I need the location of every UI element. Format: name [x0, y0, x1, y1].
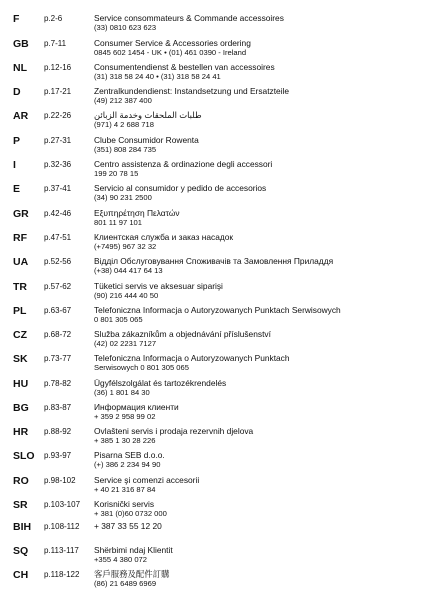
service-info: [94, 13, 424, 33]
service-info: [94, 62, 424, 82]
page-range: p.47-51: [44, 233, 72, 242]
country-code: E: [13, 183, 21, 195]
service-info: [94, 499, 424, 519]
service-description: طلبات الملحقات وخدمة الزبائن: [94, 110, 202, 120]
service-info: [94, 183, 424, 203]
service-description: Клиентская служба и заказ насадок: [94, 232, 234, 242]
page-range: p.32-36: [44, 160, 72, 169]
phone-number: (86) 21 6489 6969: [94, 579, 157, 588]
service-description: Tüketici servis ve aksesuar siparişi: [94, 281, 223, 291]
page-range: p.27-31: [44, 136, 72, 145]
page-range: p.108-112: [44, 522, 80, 531]
country-code: AR: [13, 110, 29, 122]
service-info: [94, 402, 424, 422]
phone-number: (+7495) 967 32 32: [94, 242, 157, 251]
phone-number: + 359 2 958 99 02: [94, 412, 156, 421]
country-code: BG: [13, 402, 29, 414]
service-info: [94, 110, 424, 130]
service-info: [94, 521, 424, 531]
country-code: BIH: [13, 521, 32, 533]
service-info: [94, 159, 424, 179]
page-range: p.78-82: [44, 379, 72, 388]
service-description: Відділ Обслуговування Споживачів та Замовлення Приладдя: [94, 256, 334, 266]
phone-number: 0845 602 1454 - UK • (01) 461 0390 - Ireland: [94, 48, 247, 57]
phone-number: (49) 212 387 400: [94, 96, 152, 105]
phone-number: + 40 21 316 87 84: [94, 485, 156, 494]
service-info: [94, 426, 424, 446]
country-code: HR: [13, 426, 29, 438]
country-code: TR: [13, 281, 27, 293]
page-range: p.42-46: [44, 209, 72, 218]
service-description: Služba zákazníkům a objednávání příslušenství: [94, 329, 271, 339]
page-range: p.113-117: [44, 546, 79, 555]
service-description: Shërbimi ndaj Klientit: [94, 545, 173, 555]
service-description: Servicio al consumidor y pedido de accesorios: [94, 183, 267, 193]
service-info: [94, 450, 424, 470]
page-range: p.22-26: [44, 111, 72, 120]
phone-number: (+38) 044 417 64 13: [94, 266, 163, 275]
country-code: CH: [13, 569, 29, 581]
phone-number: (31) 318 58 24 40 • (31) 318 58 24 41: [94, 72, 221, 81]
page-range: p.57-62: [44, 282, 72, 291]
service-info: [94, 232, 424, 252]
service-description: Ovlašteni servis i prodaja rezervnih djelova: [94, 426, 254, 436]
service-info: [94, 305, 424, 325]
phone-number: + 381 (0)60 0732 000: [94, 509, 167, 518]
service-info: [94, 378, 424, 398]
page-range: p.88-92: [44, 427, 72, 436]
page-range: p.52-56: [44, 257, 72, 266]
page-range: p.103-107: [44, 500, 81, 509]
page-range: p.63-67: [44, 306, 72, 315]
page-range: p.7-11: [44, 39, 67, 48]
page-range: p.37-41: [44, 184, 72, 193]
service-description: Telefoniczna Informacja o Autoryzowanych Punktach Serwisowych: [94, 305, 341, 315]
service-description: Telefoniczna Informacja o Autoryzowanych Punktach: [94, 353, 290, 363]
service-description: Service consommateurs & Commande accessoires: [94, 13, 284, 23]
service-description: Korisnički servis: [94, 499, 155, 509]
country-code: UA: [13, 256, 29, 268]
phone-number: 199 20 78 15: [94, 169, 139, 178]
service-info: [94, 38, 424, 58]
service-description: Pisarna SEB d.o.o.: [94, 450, 165, 460]
service-description: Service şi comenzi accesorii: [94, 475, 200, 485]
country-code: GB: [13, 38, 29, 50]
phone-number: +355 4 380 072: [94, 555, 147, 564]
service-info: [94, 208, 424, 228]
phone-number: 801 11 97 101: [94, 218, 142, 227]
page-range: p.68-72: [44, 330, 72, 339]
country-code: SK: [13, 353, 28, 365]
country-code: I: [13, 159, 16, 171]
page-range: p.118-122: [44, 570, 80, 579]
phone-number: (90) 216 444 40 50: [94, 291, 159, 300]
phone-number: (971) 4 2 688 718: [94, 120, 154, 129]
service-description: Zentralkundendienst: Instandsetzung und Ersatzteile: [94, 86, 290, 96]
country-code: P: [13, 135, 21, 147]
service-description: Ügyfélszolgálat és tartozékrendelés: [94, 378, 227, 388]
service-info: [94, 256, 424, 276]
page-range: p.98-102: [44, 476, 76, 485]
phone-number: (42) 02 2231 7127: [94, 339, 157, 348]
country-code: PL: [13, 305, 27, 317]
service-description: 客戶服務及配件訂購: [94, 569, 170, 579]
phone-number: 0 801 305 065: [94, 315, 143, 324]
phone-number: Serwisowych 0 801 305 065: [94, 363, 189, 372]
country-code: SLO: [13, 450, 35, 462]
service-description: Clube Consumidor Rowenta: [94, 135, 199, 145]
country-code: SQ: [13, 545, 29, 557]
service-info: [94, 329, 424, 349]
country-code: CZ: [13, 329, 27, 341]
service-info: [94, 475, 424, 495]
country-code: RO: [13, 475, 29, 487]
service-description: Centro assistenza & ordinazione degli accessori: [94, 159, 273, 169]
service-info: [94, 545, 424, 565]
phone-number: (33) 0810 623 623: [94, 23, 157, 32]
service-info: [94, 281, 424, 301]
service-info: [94, 569, 424, 589]
page-range: p.83-87: [44, 403, 72, 412]
phone-number: (36) 1 801 84 30: [94, 388, 150, 397]
phone-number: + 385 1 30 28 226: [94, 436, 156, 445]
service-description: + 387 33 55 12 20: [94, 521, 162, 531]
phone-number: (34) 90 231 2500: [94, 193, 152, 202]
country-code: GR: [13, 208, 29, 220]
country-code: RF: [13, 232, 27, 244]
page-range: p.2-6: [44, 14, 63, 23]
phone-number: (+) 386 2 234 94 90: [94, 460, 161, 469]
page-range: p.73-77: [44, 354, 72, 363]
country-code: D: [13, 86, 21, 98]
page-range: p.93-97: [44, 451, 72, 460]
page-range: p.12-16: [44, 63, 72, 72]
phone-number: (351) 808 284 735: [94, 145, 157, 154]
service-description: Consumer Service & Accessories ordering: [94, 38, 251, 48]
service-description: Εξυπηρέτηση Πελατών: [94, 208, 180, 218]
country-code: HU: [13, 378, 29, 390]
service-info: [94, 353, 424, 373]
service-info: [94, 135, 424, 155]
country-code: F: [13, 13, 20, 25]
country-code: SR: [13, 499, 28, 511]
page-range: p.17-21: [44, 87, 72, 96]
service-description: Информация клиенти: [94, 402, 179, 412]
service-info: [94, 86, 424, 106]
service-description: Consumentendienst & bestellen van accessoires: [94, 62, 275, 72]
country-code: NL: [13, 62, 27, 74]
